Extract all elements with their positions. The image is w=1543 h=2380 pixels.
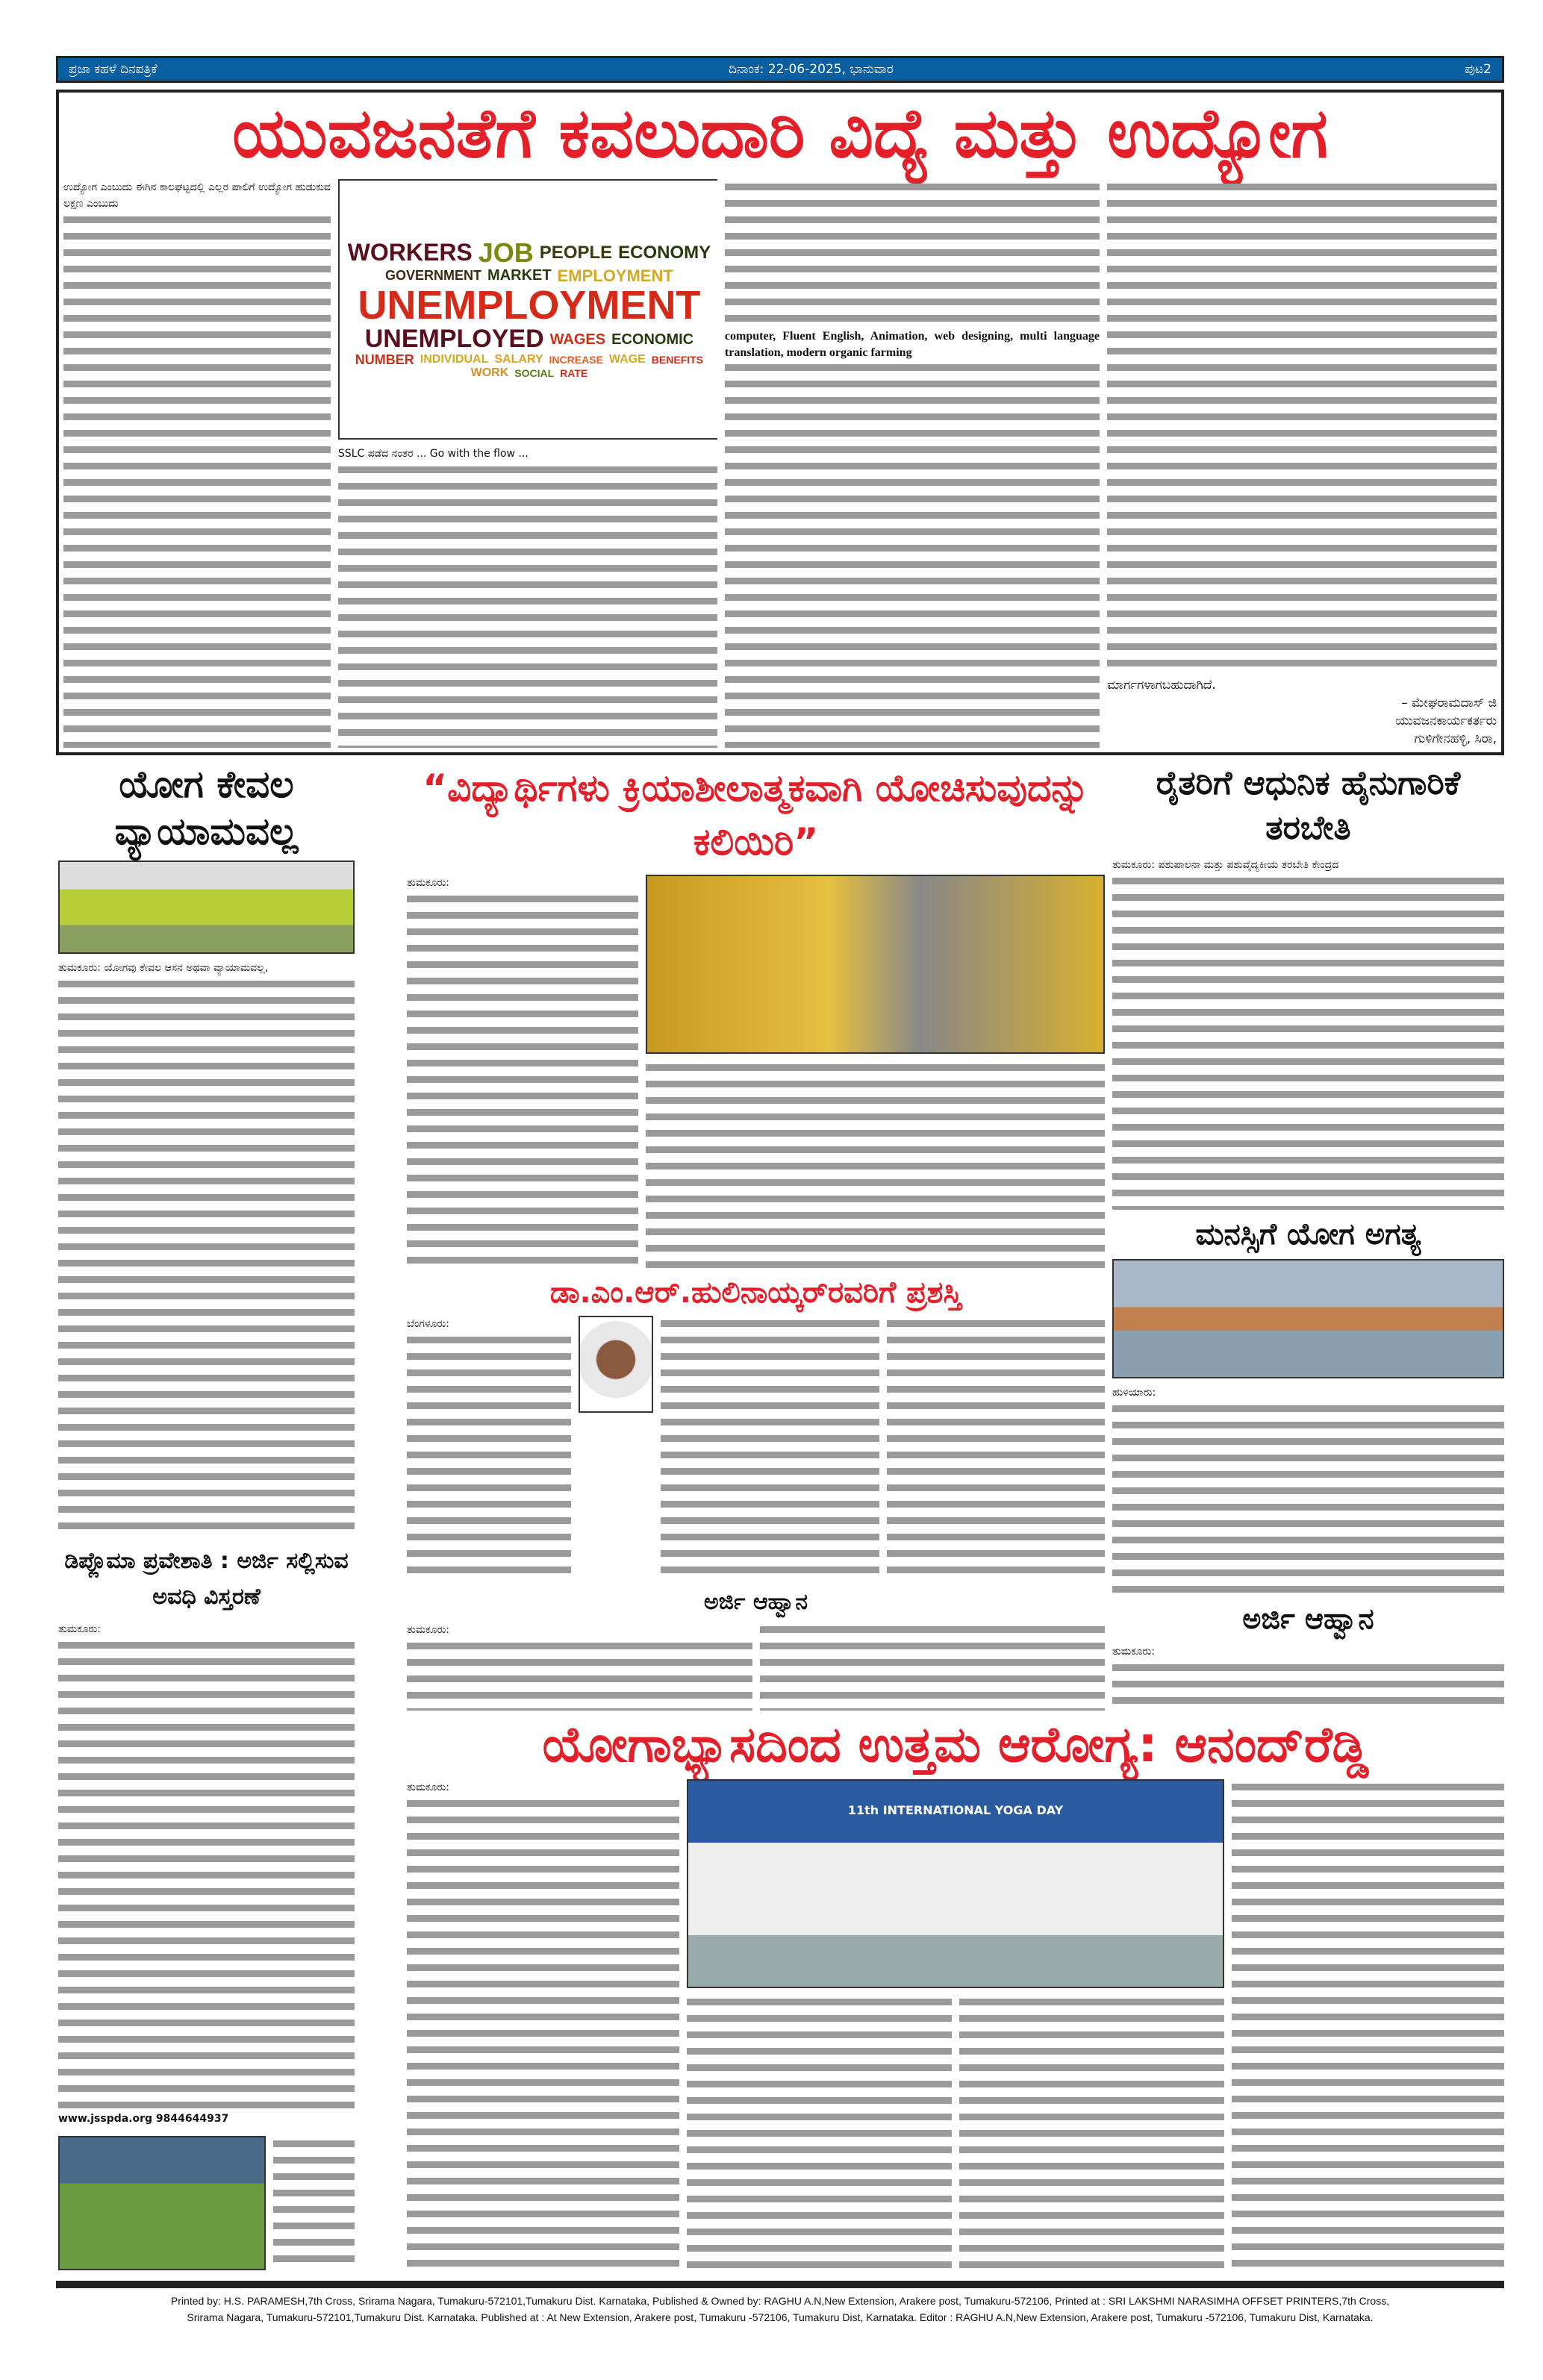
yoga-health-body-1 (407, 1779, 679, 2270)
lead-column-3 (338, 446, 717, 748)
wordcloud-word-market: MARKET (487, 266, 552, 284)
issue-date: ದಿನಾಂಕ: 22-06-2025, ಭಾನುವಾರ (729, 62, 894, 77)
lead-byline (1107, 676, 1497, 748)
diploma-body (58, 1621, 355, 2130)
byline-role: ಯುವಜನಕಾರ್ಯಕರ್ತರು (1395, 713, 1497, 728)
lead-column-1 (63, 179, 331, 748)
students-event-photo (646, 875, 1105, 1054)
wordcloud-word-number: NUMBER (355, 352, 414, 368)
page-number: ಪುಟ2 (1465, 62, 1491, 77)
lead-column-4 (725, 179, 1100, 748)
application2-intro: ತುಮಕೂರು: (1112, 1643, 1504, 1663)
application1-intro: ತುಮಕೂರು: (407, 1622, 752, 1641)
yoga-headline: ಯೋಗ ಕೇವಲ ವ್ಯಾಯಾಮವಲ್ಲ (114, 763, 299, 853)
paper-name: ಪ್ರಜಾ ಕಹಳೆ ದಿನಪತ್ರಿಕೆ (69, 62, 158, 77)
wordcloud-word-unemployed: UNEMPLOYED (364, 325, 544, 354)
mind-yoga-body (1112, 1384, 1504, 1596)
mind-yoga-headline: ಮನಸ್ಸಿಗೆ ಯೋಗ ಅಗತ್ಯ (1195, 1217, 1421, 1252)
lead-closing: ಮಾರ್ಗಗಳಾಗಬಹುದಾಗಿದೆ. (1107, 678, 1216, 693)
application1-headline: ಅರ್ಜಿ ಆಹ್ವಾನ (703, 1588, 808, 1615)
byline-place: ಗುಳಿಗೇನಹಳ್ಳಿ, ಸಿರಾ, (1414, 731, 1497, 746)
yoga-day-event-photo (687, 1779, 1224, 1988)
imprint (56, 2293, 1504, 2326)
yoga-group-photo (58, 861, 355, 954)
lead-col3-text: SSLC ಪಡೆದ ನಂತರ ... Go with the flow ... (338, 446, 717, 465)
award-intro: ಬೆಂಗಳೂರು: (407, 1316, 571, 1335)
wordcloud-word-work: WORK (470, 366, 509, 379)
yoga-health-body-2 (687, 1994, 952, 2270)
award-body-1 (407, 1316, 571, 1581)
wordcloud-word-economy: ECONOMY (618, 243, 711, 263)
imprint-line-1: Printed by: H.S. PARAMESH,7th Cross, Srirama Nagara, Tumakuru-572101,Tumakuru Dist. Karnataka, Published & Owned by: RAGHU A.N,New Extension, Arakere post, Tumakuru-572106, Printed at : SRI LAKSHMI NARASIMHA OFFSET PRINTERS,7th Cross, (170, 2295, 1390, 2307)
footer-rule (56, 2281, 1504, 2288)
masthead-bar (56, 56, 1504, 83)
students-body-2 (646, 1060, 1105, 1269)
right-column (1112, 761, 1504, 1711)
lead-article-box (56, 90, 1504, 755)
diploma-website[interactable] (58, 2111, 355, 2130)
students-body-1 (407, 875, 638, 1269)
wordcloud-word-individual: INDIVIDUAL (420, 353, 489, 366)
yoga-intro: ತುಮಕೂರು: ಯೋಗವು ಕೇವಲ ಆಸನ ಅಥವಾ ವ್ಯಾಯಾಮವಲ್ಲ, (58, 960, 355, 979)
wordcloud-word-job: JOB (478, 237, 534, 268)
diploma-intro: ತುಮಕೂರು: (58, 1621, 355, 1640)
wordcloud-word-unemployment: UNEMPLOYMENT (358, 282, 701, 328)
award-body-2 (661, 1316, 879, 1581)
lead-column-5 (1107, 179, 1497, 670)
wordcloud-word-employment: EMPLOYMENT (557, 266, 673, 285)
wordcloud-word-economic: ECONOMIC (611, 331, 694, 348)
unemployment-wordcloud-image (338, 179, 717, 440)
yoga-day-banner: 11th INTERNATIONAL YOGA DAY (847, 1802, 1064, 1817)
lead-headline: ಯುವಜನತೆಗೆ ಕವಲುದಾರಿ ವಿದ್ಯೆ ಮತ್ತು ಉದ್ಯೋಗ (231, 93, 1329, 173)
wordcloud-word-social: SOCIAL (514, 367, 555, 380)
wordcloud-word-people: PEOPLE (539, 243, 613, 263)
website-link[interactable]: www.jsspda.org (58, 2113, 153, 2125)
mind-yoga-intro: ಹುಳಿಯಾರು: (1112, 1384, 1504, 1404)
diploma-headline: ಡಿಪ್ಲೊಮಾ ಪ್ರವೇಶಾತಿ : ಅರ್ಜಿ ಸಲ್ಲಿಸುವ ಅವಧಿ ವಿಸ್ತರಣೆ (58, 1543, 355, 1615)
application1-body-1 (407, 1622, 752, 1711)
yoga-health-body-4 (1232, 1779, 1504, 2270)
award-portrait-photo (579, 1316, 653, 1413)
yoga-health-intro: ತುಮಕೂರು: (407, 1779, 679, 1799)
wordcloud-word-government: GOVERNMENT (385, 267, 482, 283)
dairy-intro: ತುಮಕೂರು: ಪಶುಪಾಲನಾ ಮತ್ತು ಪಶುವೈದ್ಯಕೀಯ ತರಬೇತಿ ಕೇಂದ್ರದ (1112, 857, 1504, 876)
wordcloud-word-benefits: BENEFITS (651, 354, 704, 366)
award-body-3 (887, 1316, 1106, 1581)
yoga-outdoor-photo (58, 2136, 266, 2270)
students-intro: ತುಮಕೂರು: (407, 875, 638, 894)
award-headline: ಡಾ.ಎಂ.ಆರ್.ಹುಲಿನಾಯ್ಕರ್‌ರವರಿಗೆ ಪ್ರಶಸ್ತಿ (549, 1275, 962, 1311)
students-headline: “ವಿದ್ಯಾರ್ಥಿಗಳು ಕ್ರಿಯಾಶೀಲಾತ್ಮಕವಾಗಿ ಯೋಚಿಸುವುದನ್ನು ಕಲಿಯಿರಿ” (423, 766, 1089, 863)
lead-intro: ಉದ್ಯೋಗ ಎಂಬುದು ಈಗಿನ ಕಾಲಘಟ್ಟದಲ್ಲಿ ಎಲ್ಲರ ಪಾಲಿಗೆ ಉದ್ಯೋಗ ಹುಡುಕುವ ಲಕ್ಷಣ ಎಂಬುದು (63, 179, 331, 215)
wordcloud-word-wages: WAGES (549, 331, 606, 348)
yoga-health-body-3 (959, 1994, 1224, 2270)
application2-body (1112, 1643, 1504, 1711)
mind-yoga-photo (1112, 1259, 1504, 1378)
left-column (58, 761, 355, 2270)
wordcloud-word-rate: RATE (560, 367, 588, 380)
wordcloud-word-salary: SALARY (494, 353, 543, 366)
yoga-health-headline: ಯೋಗಾಭ್ಯಾಸದಿಂದ ಉತ್ತಮ ಆರೋಗ್ಯ: ಆನಂದ್‌ರೆಡ್ಡಿ (542, 1716, 1369, 1773)
middle-column (407, 761, 1105, 1711)
yoga-body (58, 960, 355, 1537)
wordcloud-word-wage: WAGE (608, 353, 646, 366)
phone-number: 9844644937 (155, 2113, 229, 2125)
imprint-line-2: Srirama Nagara, Tumakuru-572101,Tumakuru Dist. Karnataka. Published at : At New Extension, Arakere post, Tumakuru -572106, Tumakuru Dist, Karnataka. Editor : RAGHU A.N,New Extension, Arakere post, Tumakuru -572106, Tumakuru Dist, Karnataka. (187, 2311, 1374, 2323)
application1-body-2 (760, 1622, 1106, 1711)
wordcloud (340, 181, 719, 438)
wordcloud-word-increase: INCREASE (549, 354, 603, 366)
yoga-health-article (407, 1717, 1504, 2270)
dairy-body (1112, 857, 1504, 1210)
lead-english-phrases: computer, Fluent English, Animation, web designing, multi language translation, modern organic farming (725, 328, 1100, 364)
wordcloud-word-workers: WORKERS (347, 238, 473, 266)
dairy-headline: ರೈತರಿಗೆ ಆಧುನಿಕ ಹೈನುಗಾರಿಕೆ ತರಬೇತಿ (1156, 764, 1461, 847)
byline-name: – ಮೇಘರಾಮದಾಸ್ ಜಿ (1401, 696, 1497, 710)
yoga-photo-caption (273, 2136, 355, 2270)
application2-headline: ಅರ್ಜಿ ಆಹ್ವಾನ (1242, 1602, 1374, 1635)
